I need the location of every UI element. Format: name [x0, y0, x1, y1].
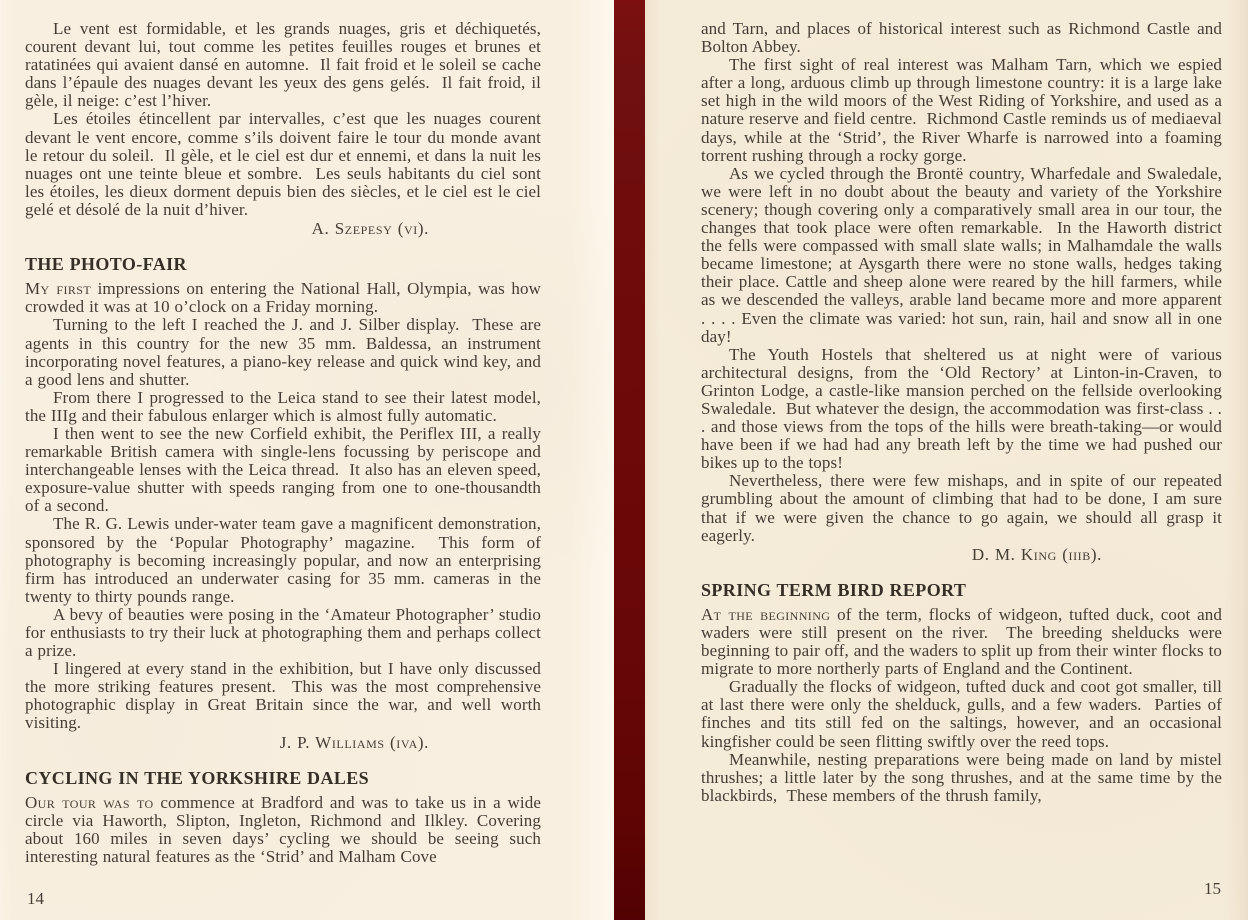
left-page: [0, 0, 614, 920]
article-paragraph: I then went to see the new Corfield exhibit, the Periflex III, a really remarkable British camera with single-lens focussing by periscope and interchangeable lenses with the Leica thread. It also has an eleven speed, exposure-value shutter with speeds ranging from one to one-thousandth of a second.: [25, 423, 541, 516]
book-spine-gutter: [614, 0, 645, 920]
article-paragraph: Les étoiles étincellent par intervalles, c’est que les nuages courent devant le vent encore, comme s’ils doivent faire le tour du monde avant le retour du soleil. Il gèle, et le ciel est dur et ennemi, et dans la nuit les nuages ont une teinte bleue et sombre. Les seuls habitants du ciel sont les étoiles, les dieux dorment depuis bien des siècles, et le ciel est le ciel gelé et désolé de la nuit d’hiver.: [25, 109, 541, 219]
lead-small-caps: My first: [25, 279, 92, 299]
article-paragraph: As we cycled through the Brontë country, Wharfedale and Swaledale, we were left in no doubt about the beauty and variety of the Yorkshire scenery; though covering only a comparatively small area in our tour, the changes that took place were often remarkable. In the Haworth district the fells were compassed with small slate walls; in Malhamdale the walls became limestone; at Aysgarth there were no stone walls, hedges taking their place. Cattle and sheep alone were reared by the hill farmers, while as we descended the valleys, arable land became more and more apparent . . . . Even the climate was varied: hot sun, rain, hail and snow all in one day!: [701, 163, 1222, 346]
article-paragraph: A bevy of beauties were posing in the ‘Amateur Photographer’ studio for enthusiasts to try their luck at photographing them and perhaps collect a prize.: [25, 604, 541, 661]
article-paragraph: Meanwhile, nesting preparations were being made on land by mistel thrushes; a little later by the song thrushes, and at the same time by the blackbirds, These members of the thrush family,: [701, 749, 1222, 805]
article-paragraph: Turning to the left I reached the J. and J. Silber display. These are agents in this country for the new 35 mm. Baldessa, an instrument incorporating novel features, a piano-key release and quick wind key, and a good lens and shutter.: [25, 315, 541, 389]
right-page: [645, 0, 1248, 920]
article-paragraph: Nevertheless, there were few mishaps, and in spite of our repeated grumbling about the amount of climbing that had to be done, I am sure that if we were given the chance to go again, we should all grasp it eagerly.: [701, 471, 1222, 545]
article-heading: CYCLING IN THE YORKSHIRE DALES: [25, 767, 370, 788]
article-paragraph: Our tour was to commence at Bradford and was to take us in a wide circle via Haworth, Slipton, Ingleton, Richmond and Ilkley. Covering about 160 miles in seven days’ cycling we should be seeing such interesting natural features as the ‘Strid’ and Malham Cove: [25, 792, 541, 867]
article-paragraph: From there I progressed to the Leica stand to see their latest model, the IIIg and their fabulous enlarger which is almost fully automatic.: [25, 387, 541, 425]
article-byline: J. P. Williams (iva).: [279, 732, 429, 752]
left-page-text-column: [25, 20, 541, 866]
right-page-text-column: [701, 20, 1222, 805]
article-paragraph: My first impressions on entering the National Hall, Olympia, was how crowded it was at 10 o’clock on a Friday morning.: [25, 279, 541, 317]
article-paragraph: Gradually the flocks of widgeon, tufted duck and coot got smaller, till at last there were only the shelduck, gulls, and a few waders. Parties of finches and tits still fed on the saltings, however, and an occasional kingfisher could be seen flitting swiftly over the reed tops.: [701, 677, 1222, 751]
article-paragraph: At the beginning of the term, flocks of widgeon, tufted duck, coot and waders were still present on the river. The breeding shelducks were beginning to pair off, and the waders to split up from their winter flocks to migrate to more northerly parts of England and the Continent.: [701, 604, 1222, 679]
lead-small-caps: At the beginning: [701, 604, 831, 624]
article-paragraph: The Youth Hostels that sheltered us at night were of various architectural designs, from the ‘Old Rectory’ at Linton-in-Craven, to Grinton Lodge, a castle-like mansion perched on the fellside overlooking Swaledale. But whatever the design, the accommodation was first-class . . . and those views from the tops of the hills were breath-taking—or would have been if we had had any breath left by the time we had pushed our bikes up to the tops!: [701, 344, 1222, 473]
article-byline: D. M. King (iiib).: [971, 544, 1102, 564]
article-paragraph: I lingered at every stand in the exhibition, but I have only discussed the more striking features present. This was the most comprehensive photographic display in Great Britain since the war, and well worth visiting.: [25, 659, 541, 733]
article-heading: SPRING TERM BIRD REPORT: [701, 579, 967, 600]
article-heading: THE PHOTO-FAIR: [25, 254, 187, 275]
page-number-right: 15: [1204, 879, 1221, 898]
article-paragraph: The first sight of real interest was Malham Tarn, which we espied after a long, arduous climb up through limestone country: it is a large lake set high in the wild moors of the West Riding of Yorkshire, and used as a nature reserve and field centre. Richmond Castle reminds us of mediaeval days, while at the ‘Strid’, the River Wharfe is narrowed into a foaming torrent rushing through a rocky gorge.: [701, 55, 1222, 165]
article-paragraph: The R. G. Lewis under-water team gave a magnificent demonstration, sponsored by the ‘Popular Photography’ magazine. This form of photography is becoming increasingly popular, and now an enterprising firm has introduced an underwater casing for 35 mm. cameras in the twenty to thirty pounds range.: [25, 514, 541, 606]
article-paragraph: Le vent est formidable, et les grands nuages, gris et déchiquetés, courent devant lui, tout comme les petites feuilles rouges et brunes et ratatinées qui avaient dansé en automne. Il fait froid et le soleil se cache dans l’épaule des nuages devant les yeux des gens gelés. Il fait froid, il gèle, il neige: c’est l’hiver.: [25, 19, 541, 111]
lead-small-caps: Our tour was to: [25, 792, 154, 812]
article-paragraph: and Tarn, and places of historical interest such as Richmond Castle and Bolton Abbey.: [701, 19, 1222, 57]
page-number-left: 14: [27, 889, 44, 908]
article-byline: A. Szepesy (vi).: [311, 219, 429, 239]
